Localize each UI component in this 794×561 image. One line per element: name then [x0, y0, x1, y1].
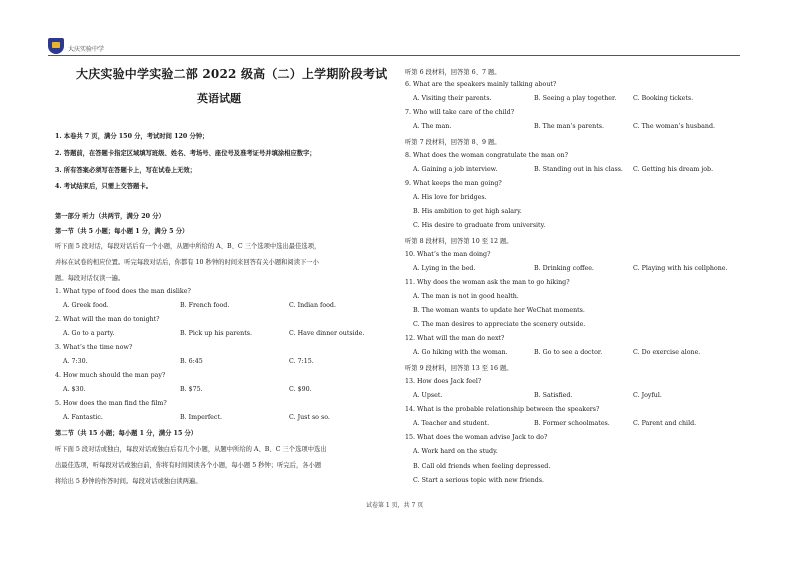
- material-note: 听第 8 段材料，回答第 10 至 12 题。: [405, 238, 513, 245]
- option-a: A. Go hiking with the woman.: [413, 349, 508, 356]
- question-text: 6. What are the speakers mainly talking about?: [405, 81, 557, 88]
- exam-subtitle: 英语试题: [197, 92, 241, 105]
- material-note: 听第 9 段材料，回答第 13 至 16 题。: [405, 365, 513, 372]
- page-number: 试卷第 1 页，共 7 页: [366, 502, 424, 509]
- option-a: A. Lying in the bed.: [413, 265, 476, 272]
- exam-title: 大庆实验中学实验二部 2022 级高（二）上学期阶段考试: [76, 67, 388, 81]
- option-b: B. Go to see a doctor.: [534, 349, 603, 356]
- option-c: C. The man desires to appreciate the scenery outside.: [413, 321, 586, 328]
- option-c: C. Do exercise alone.: [633, 349, 701, 356]
- option-a: A. Teacher and student.: [413, 420, 490, 427]
- option-b: B. Former schoolmates.: [534, 420, 610, 427]
- option-a: A. Upset.: [413, 392, 443, 399]
- option-a: A. $30.: [63, 386, 86, 393]
- question-text: 9. What keeps the man going?: [405, 180, 502, 187]
- option-c: C. The woman’s husband.: [633, 123, 715, 130]
- option-a: A. His love for bridges.: [413, 194, 487, 201]
- option-c: C. 7:15.: [289, 358, 314, 365]
- question-text: 13. How does Jack feel?: [405, 378, 482, 385]
- instruction-line: 1. 本卷共 7 页，满分 150 分，考试时间 120 分钟；: [55, 133, 209, 140]
- option-b: B. Satisfied.: [534, 392, 573, 399]
- section-directions: 听下面 5 段对话，每段对话后有一个小题，从题中所给的 A、B、C 三个选项中选出最佳选项，: [55, 243, 321, 250]
- question-text: 3. What’s the time now?: [55, 344, 133, 351]
- question-text: 12. What will the man do next?: [405, 335, 505, 342]
- option-c: C. Just so so.: [289, 414, 330, 421]
- option-a: A. Visiting their parents.: [413, 95, 492, 102]
- section-heading: 第二节（共 15 小题；每小题 1 分，满分 15 分）: [55, 430, 198, 437]
- option-b: B. 6:45: [180, 358, 203, 365]
- option-c: C. Parent and child.: [633, 420, 697, 427]
- section-directions: 出最佳选项，听每段对话或独白前，你将有时间阅读各个小题，每小题 5 秒钟；听完后，各小题: [55, 462, 322, 469]
- option-b: B. The woman wants to update her WeChat moments.: [413, 307, 585, 314]
- option-c: C. Getting his dream job.: [633, 166, 714, 173]
- question-text: 2. What will the man do tonight?: [55, 316, 160, 323]
- option-c: C. Start a serious topic with new friends.: [413, 477, 545, 484]
- part-heading: 第一部分 听力（共两节，满分 20 分）: [55, 213, 165, 220]
- option-c: C. Joyful.: [633, 392, 662, 399]
- section-directions: 听下面 5 段对话或独白，每段对话或独白后有几个小题，从题中所给的 A、B、C 三个选项中选出: [55, 446, 327, 453]
- option-b: B. $75.: [180, 386, 203, 393]
- section-directions: 并标在试卷的相应位置。听完每段对话后，你都有 10 秒钟的时间来回答有关小题和阅读下一小: [55, 259, 319, 266]
- question-text: 8. What does the woman congratulate the man on?: [405, 152, 568, 159]
- option-c: C. Playing with his cellphone.: [633, 265, 728, 272]
- option-a: A. Work hard on the study.: [413, 448, 498, 455]
- option-c: C. Have dinner outside.: [289, 330, 365, 337]
- question-text: 10. What’s the man doing?: [405, 251, 491, 258]
- option-a: A. Fantastic.: [63, 414, 103, 421]
- question-text: 7. Who will take care of the child?: [405, 109, 515, 116]
- option-b: B. Imperfect.: [180, 414, 222, 421]
- school-name: 大庆实验中学: [68, 46, 105, 53]
- school-crest-icon: [48, 38, 64, 54]
- question-text: 1. What type of food does the man dislike?: [55, 288, 191, 295]
- option-b: B. His ambition to get high salary.: [413, 208, 522, 215]
- option-b: B. The man’s parents.: [534, 123, 604, 130]
- option-b: B. Seeing a play together.: [534, 95, 617, 102]
- option-a: A. 7:30.: [63, 358, 88, 365]
- section-heading: 第一节（共 5 小题；每小题 1 分，满分 5 分）: [55, 228, 189, 235]
- instruction-line: 4. 考试结束后，只需上交答题卡。: [55, 183, 152, 190]
- option-a: A. The man is not in good health.: [413, 293, 519, 300]
- option-a: A. Gaining a job interview.: [413, 166, 498, 173]
- material-note: 听第 7 段材料，回答第 8、9 题。: [405, 139, 501, 146]
- option-b: B. Drinking coffee.: [534, 265, 594, 272]
- question-text: 11. Why does the woman ask the man to go hiking?: [405, 279, 570, 286]
- option-c: C. Indian food.: [289, 302, 336, 309]
- option-c: C. $90.: [289, 386, 312, 393]
- option-a: A. Greek food.: [63, 302, 109, 309]
- option-c: C. His desire to graduate from university.: [413, 222, 546, 229]
- option-c: C. Booking tickets.: [633, 95, 694, 102]
- option-b: B. Call old friends when feeling depressed.: [413, 463, 551, 470]
- section-directions: 将给出 5 秒钟的作答时间。每段对话或独白读两遍。: [55, 478, 202, 485]
- question-text: 5. How does the man find the film?: [55, 400, 167, 407]
- option-b: B. Pick up his parents.: [180, 330, 252, 337]
- option-a: A. The man.: [413, 123, 452, 130]
- question-text: 15. What does the woman advise Jack to do?: [405, 434, 548, 441]
- option-a: A. Go to a party.: [63, 330, 115, 337]
- header-divider: [48, 55, 740, 56]
- question-text: 4. How much should the man pay?: [55, 372, 166, 379]
- instruction-line: 2. 答题前，在答题卡指定区域填写班级、姓名、考场号、座位号及准考证号并填涂相应数字；: [55, 150, 316, 157]
- instruction-line: 3. 所有答案必须写在答题卡上，写在试卷上无效；: [55, 167, 197, 174]
- section-directions: 题。每段对话仅读一遍。: [55, 275, 125, 282]
- option-b: B. French food.: [180, 302, 230, 309]
- option-b: B. Standing out in his class.: [534, 166, 623, 173]
- material-note: 听第 6 段材料，回答第 6、7 题。: [405, 69, 501, 76]
- question-text: 14. What is the probable relationship between the speakers?: [405, 406, 600, 413]
